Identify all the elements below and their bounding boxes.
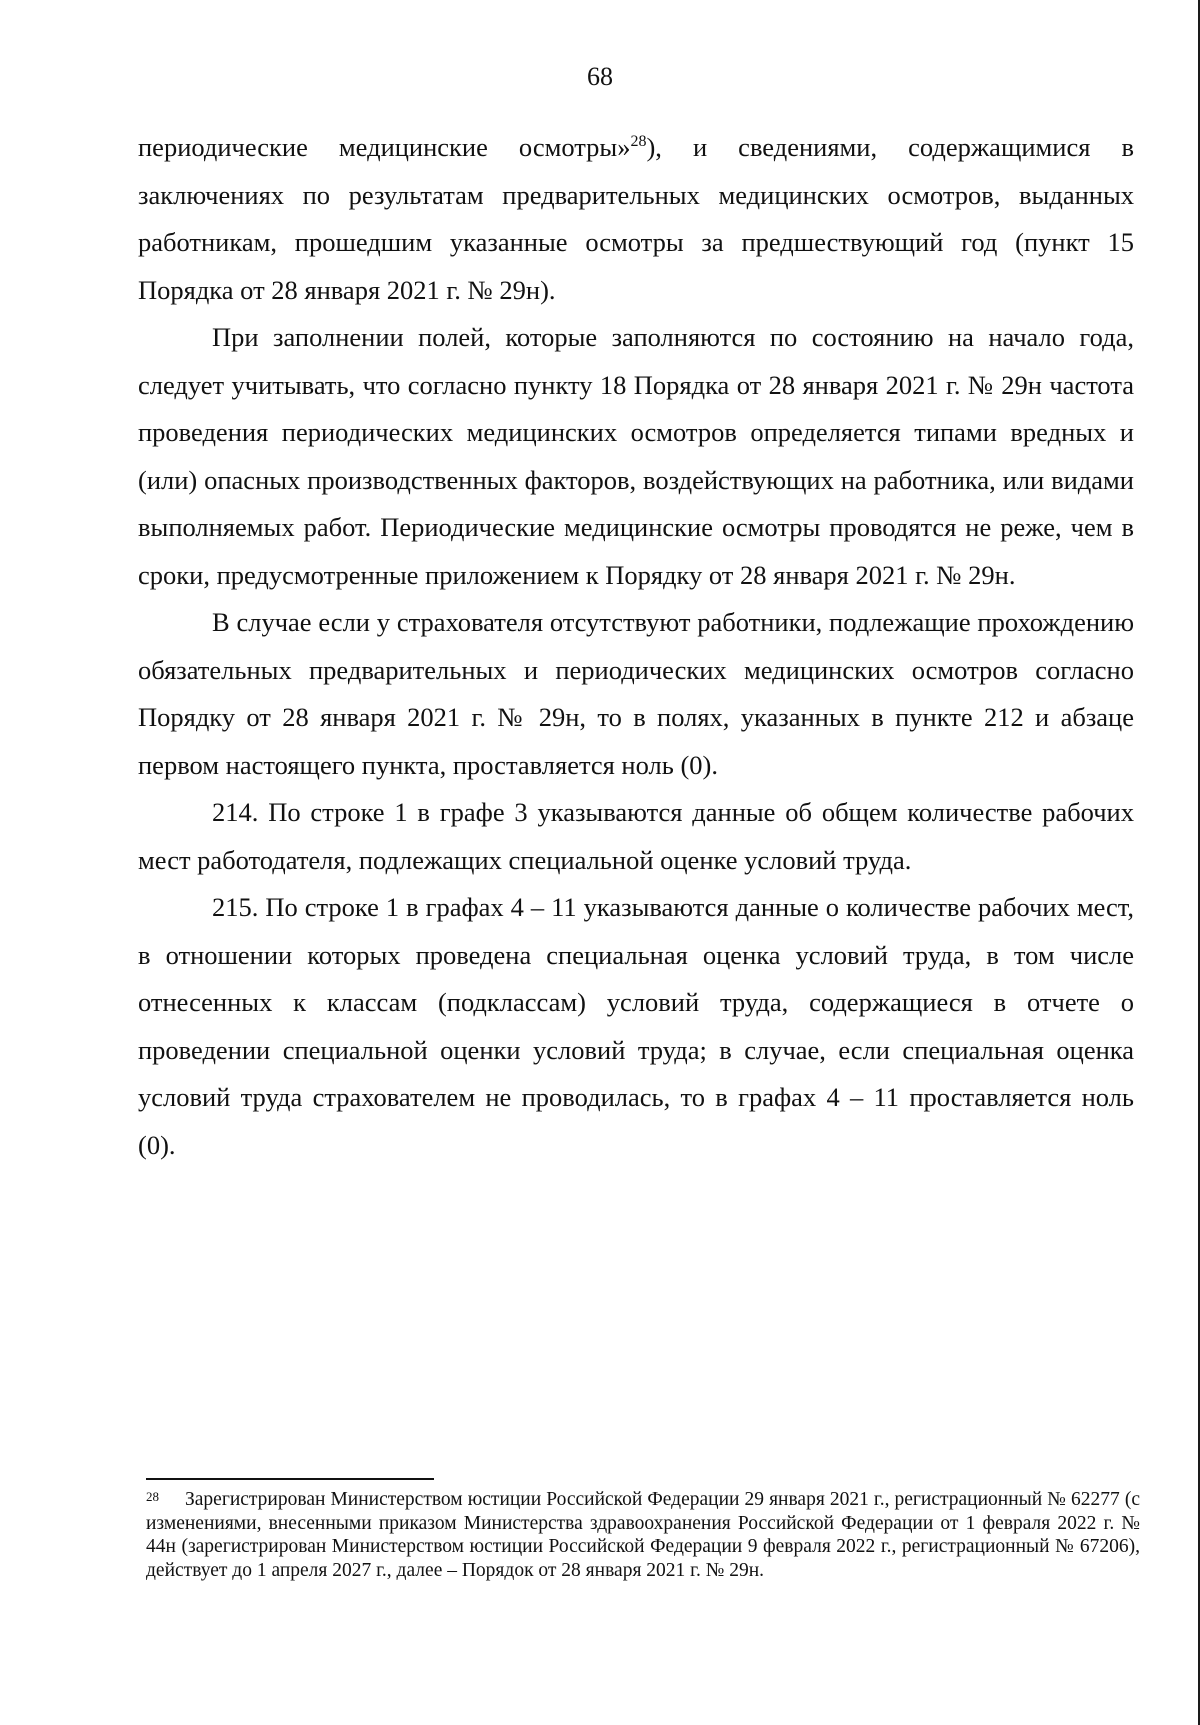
paragraph-continuation [138,124,1134,314]
page-number: 68 [587,62,613,91]
paragraph: При заполнении полей, которые заполняются по состоянию на начало года, следует учитывать, что согласно пункту 18 Порядка от 28 января 2021 г. № 29н частота проведения периодических медицинских осмотров определяется типами вредных и (или) опасных производственных факторов, воздействующих на работника, или видами выполняемых работ. Периодические медицинские осмотры проводятся не реже, чем в сроки, предусмотренные приложением к Порядку от 28 января 2021 г. № 29н. [138,322,1134,590]
paragraph: В случае если у страхователя отсутствуют работники, подлежащие прохождению обязательных предварительных и периодических медицинских осмотров согласно Порядку от 28 января 2021 г. № 29н, то в полях, указанных в пункте 212 и абзаце первом настоящего пункта, проставляется ноль (0). [138,607,1134,780]
footnote [146,1488,1140,1582]
paragraph-text: ), и сведениями, содержащимися в заключениях по результатам предварительных медицинских осмотров, выданных работникам, прошедшим указанные осмотры за предшествующий год (пункт 15 Порядка от 28 января 2021 г. № 29н). [138,132,1134,305]
body-text [138,124,1134,1169]
footnote-separator [146,1478,434,1480]
footnote-reference: 28 [630,133,647,151]
paragraph-text: периодические медицинские осмотры» [138,132,631,162]
paragraph-item-214: 214. По строке 1 в графе 3 указываются данные об общем количестве рабочих мест работодателя, подлежащих специальной оценке условий труда. [138,797,1134,875]
footnote-marker: 28 [146,1489,159,1504]
paragraph-item-215: 215. По строке 1 в графах 4 – 11 указываются данные о количестве рабочих мест, в отношении которых проведена специальная оценка условий труда, в том числе отнесенных к классам (подклассам) условий труда, содержащиеся в отчете о проведении специальной оценки условий труда; в случае, если специальная оценка условий труда страхователем не проводилась, то в графах 4 – 11 проставляется ноль (0). [138,892,1134,1160]
footnote-text: Зарегистрирован Министерством юстиции Российской Федерации 29 января 2021 г., регистрационный № 62277 (с изменениями, внесенными приказом Министерства здравоохранения Российской Федерации от 1 февраля 2022 г. № 44н (зарегистрирован Министерством юстиции Российской Федерации 9 февраля 2022 г., регистрационный № 67206), действует до 1 апреля 2027 г., далее – Порядок от 28 января 2021 г. № 29н. [146,1489,1140,1581]
